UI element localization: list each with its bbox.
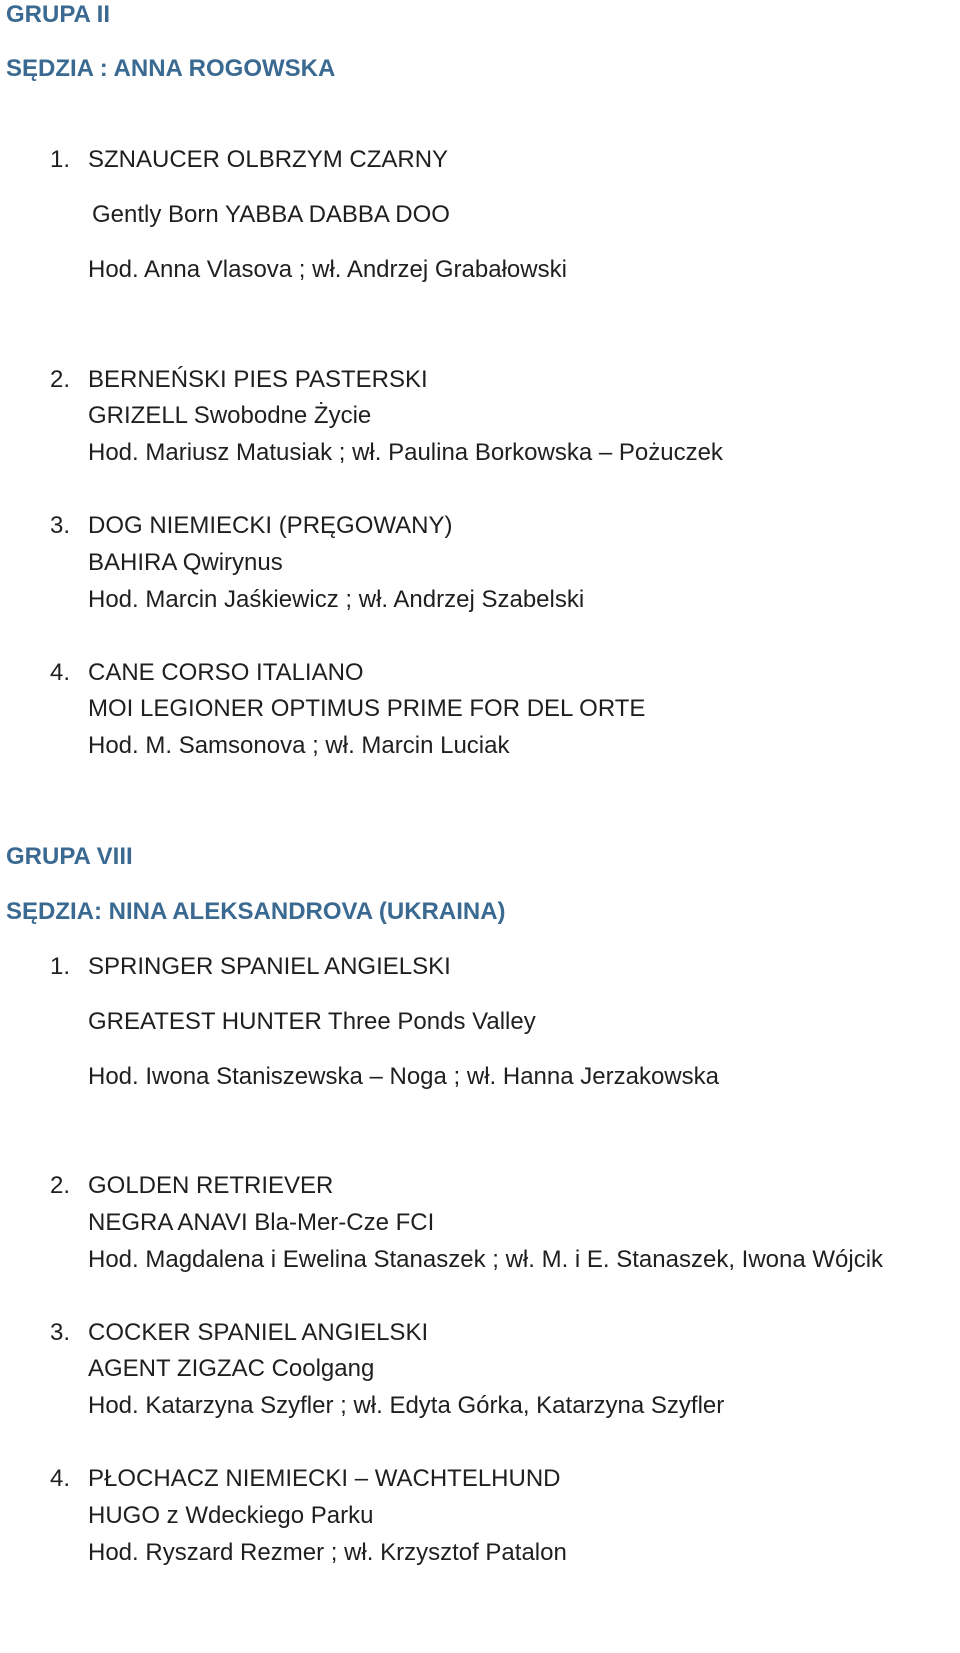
entry-breed (50, 365, 428, 395)
breed-name: DOG NIEMIECKI (PRĘGOWANY) (88, 512, 453, 539)
breed-name: PŁOCHACZ NIEMIECKI – WACHTELHUND (88, 1465, 561, 1492)
dog-name: BAHIRA Qwirynus (88, 549, 283, 576)
breeder-owner: Hod. M. Samsonova ; wł. Marcin Luciak (88, 732, 510, 759)
breed-name: CANE CORSO ITALIANO (88, 659, 364, 686)
dog-name: Gently Born YABBA DABBA DOO (92, 201, 450, 228)
breed-name: SZNAUCER OLBRZYM CZARNY (88, 146, 449, 173)
entry-number: 3. (50, 512, 71, 539)
entry-breed (50, 1464, 561, 1494)
breeder-owner: Hod. Iwona Staniszewska – Noga ; wł. Hanna Jerzakowska (88, 1063, 719, 1090)
entry-number: 2. (50, 1172, 71, 1199)
group-title: GRUPA VIII (6, 843, 133, 870)
entry-breed (50, 658, 364, 688)
entry-number: 4. (50, 659, 71, 686)
entry-number: 3. (50, 1319, 71, 1346)
breed-name: BERNEŃSKI PIES PASTERSKI (88, 366, 428, 393)
breed-name: SPRINGER SPANIEL ANGIELSKI (88, 953, 451, 980)
judge-name: SĘDZIA: NINA ALEKSANDROVA (UKRAINA) (6, 898, 506, 925)
breeder-owner: Hod. Mariusz Matusiak ; wł. Paulina Borkowska – Pożuczek (88, 439, 723, 466)
entry-breed (50, 1171, 333, 1201)
dog-name: GRIZELL Swobodne Życie (88, 402, 372, 429)
breeder-owner: Hod. Magdalena i Ewelina Stanaszek ; wł. M. i E. Stanaszek, Iwona Wójcik (88, 1246, 884, 1273)
dog-name: AGENT ZIGZAC Coolgang (88, 1355, 375, 1382)
breeder-owner: Hod. Katarzyna Szyfler ; wł. Edyta Górka, Katarzyna Szyfler (88, 1392, 725, 1419)
entry-number: 1. (50, 953, 71, 980)
entry-number: 4. (50, 1465, 71, 1492)
breeder-owner: Hod. Marcin Jaśkiewicz ; wł. Andrzej Szabelski (88, 586, 585, 613)
entry-breed (50, 145, 448, 175)
entry-breed (50, 1318, 428, 1348)
entry-number: 2. (50, 366, 71, 393)
breed-name: GOLDEN RETRIEVER (88, 1172, 334, 1199)
dog-name: MOI LEGIONER OPTIMUS PRIME FOR DEL ORTE (88, 695, 646, 722)
entry-breed (50, 511, 452, 541)
dog-name: NEGRA ANAVI Bla-Mer-Cze FCI (88, 1209, 435, 1236)
breed-name: COCKER SPANIEL ANGIELSKI (88, 1319, 429, 1346)
group-title: GRUPA II (6, 1, 111, 28)
breeder-owner: Hod. Anna Vlasova ; wł. Andrzej Grabałowski (88, 256, 567, 283)
breeder-owner: Hod. Ryszard Rezmer ; wł. Krzysztof Patalon (88, 1539, 567, 1566)
judge-name: SĘDZIA : ANNA ROGOWSKA (6, 55, 336, 82)
entry-breed (50, 952, 451, 982)
dog-name: GREATEST HUNTER Three Ponds Valley (88, 1008, 536, 1035)
dog-name: HUGO z Wdeckiego Parku (88, 1502, 374, 1529)
entry-number: 1. (50, 146, 71, 173)
